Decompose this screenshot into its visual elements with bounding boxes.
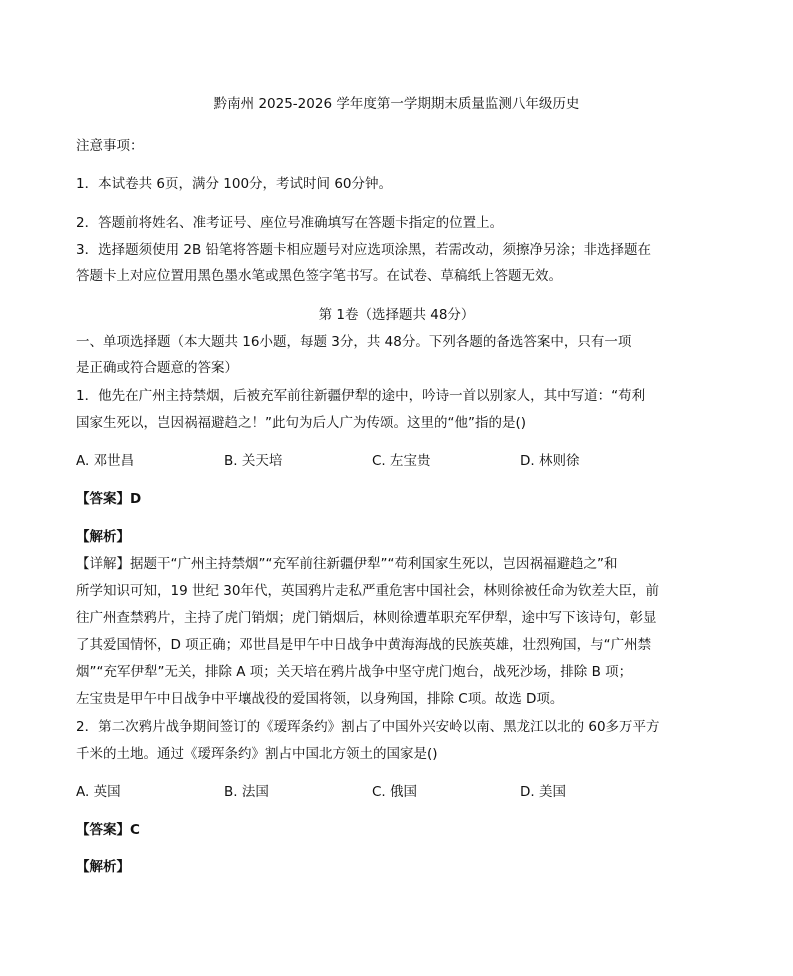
section-intro-2: 是正确或符合题意的答案） <box>76 360 238 376</box>
q2-option-c: C. 俄国 <box>372 784 418 800</box>
q1-detail-1: 【详解】据题干“广州主持禁烟”“充军前往新疆伊犁”“苟利国家生死以，岂因祸福避趋之”和 <box>76 556 618 572</box>
q1-option-b: B. 关天培 <box>224 453 283 469</box>
q1-answer: 【答案】D <box>76 491 142 507</box>
section-intro-1: 一、单项选择题（本大题共 16小题，每题 3分，共 48分。下列各题的备选答案中，只有一项 <box>76 334 632 350</box>
q2-option-a: A. 英国 <box>76 784 121 800</box>
q2-option-d: D. 美国 <box>520 784 566 800</box>
notice-item-2: 2．答题前将姓名、准考证号、座位号准确填写在答题卡指定的位置上。 <box>76 215 504 231</box>
q2-stem-2: 千米的土地。通过《瑷珲条约》割占中国北方领土的国家是() <box>76 746 438 762</box>
q1-detail-6: 左宝贵是甲午中日战争中平壤战役的爱国将领，以身殉国，排除 C项。故选 D项。 <box>76 691 564 707</box>
q1-detail-5: 烟”“充军伊犁”无关，排除 A 项；关天培在鸦片战争中坚守虎门炮台，战死沙场，排除 B 项； <box>76 664 633 680</box>
q1-detail-3: 往广州查禁鸦片，主持了虎门销烟；虎门销烟后，林则徐遭革职充军伊犁，途中写下该诗句，彰显 <box>76 610 657 626</box>
section-title: 第 1卷（选择题共 48分） <box>318 307 475 323</box>
q1-stem-1: 1．他先在广州主持禁烟，后被充军前往新疆伊犁的途中，吟诗一首以别家人，其中写道：“苟利 <box>76 388 646 404</box>
q2-option-b: B. 法国 <box>224 784 269 800</box>
q2-stem-1: 2．第二次鸦片战争期间签订的《瑷珲条约》割占了中国外兴安岭以南、黑龙江以北的 60多万平方 <box>76 719 660 735</box>
q2-answer: 【答案】C <box>76 822 140 838</box>
q1-analysis-label: 【解析】 <box>76 529 130 545</box>
notice-heading: 注意事项： <box>76 138 144 154</box>
q1-option-c: C. 左宝贵 <box>372 453 431 469</box>
q1-stem-2: 国家生死以，岂因祸福避趋之！”此句为后人广为传颂。这里的“他”指的是() <box>76 415 527 431</box>
q2-analysis-label: 【解析】 <box>76 859 130 875</box>
notice-item-3: 3．选择题须使用 2B 铅笔将答题卡相应题号对应选项涂黑，若需改动，须擦净另涂；非选择题在 <box>76 242 652 258</box>
notice-item-3-cont: 答题卡上对应位置用黑色墨水笔或黑色签字笔书写。在试卷、草稿纸上答题无效。 <box>76 268 562 284</box>
q1-option-d: D. 林则徐 <box>520 453 580 469</box>
notice-item-1: 1．本试卷共 6页，满分 100分，考试时间 60分钟。 <box>76 176 392 192</box>
q1-option-a: A. 邓世昌 <box>76 453 135 469</box>
q1-detail-4: 了其爱国情怀，D 项正确；邓世昌是甲午中日战争中黄海海战的民族英雄，壮烈殉国，与“广州禁 <box>76 637 652 653</box>
page-title: 黔南州 2025-2026 学年度第一学期期末质量监测八年级历史 <box>213 96 580 112</box>
q1-detail-2: 所学知识可知，19 世纪 30年代，英国鸦片走私严重危害中国社会，林则徐被任命为钦差大臣，前 <box>76 583 659 599</box>
